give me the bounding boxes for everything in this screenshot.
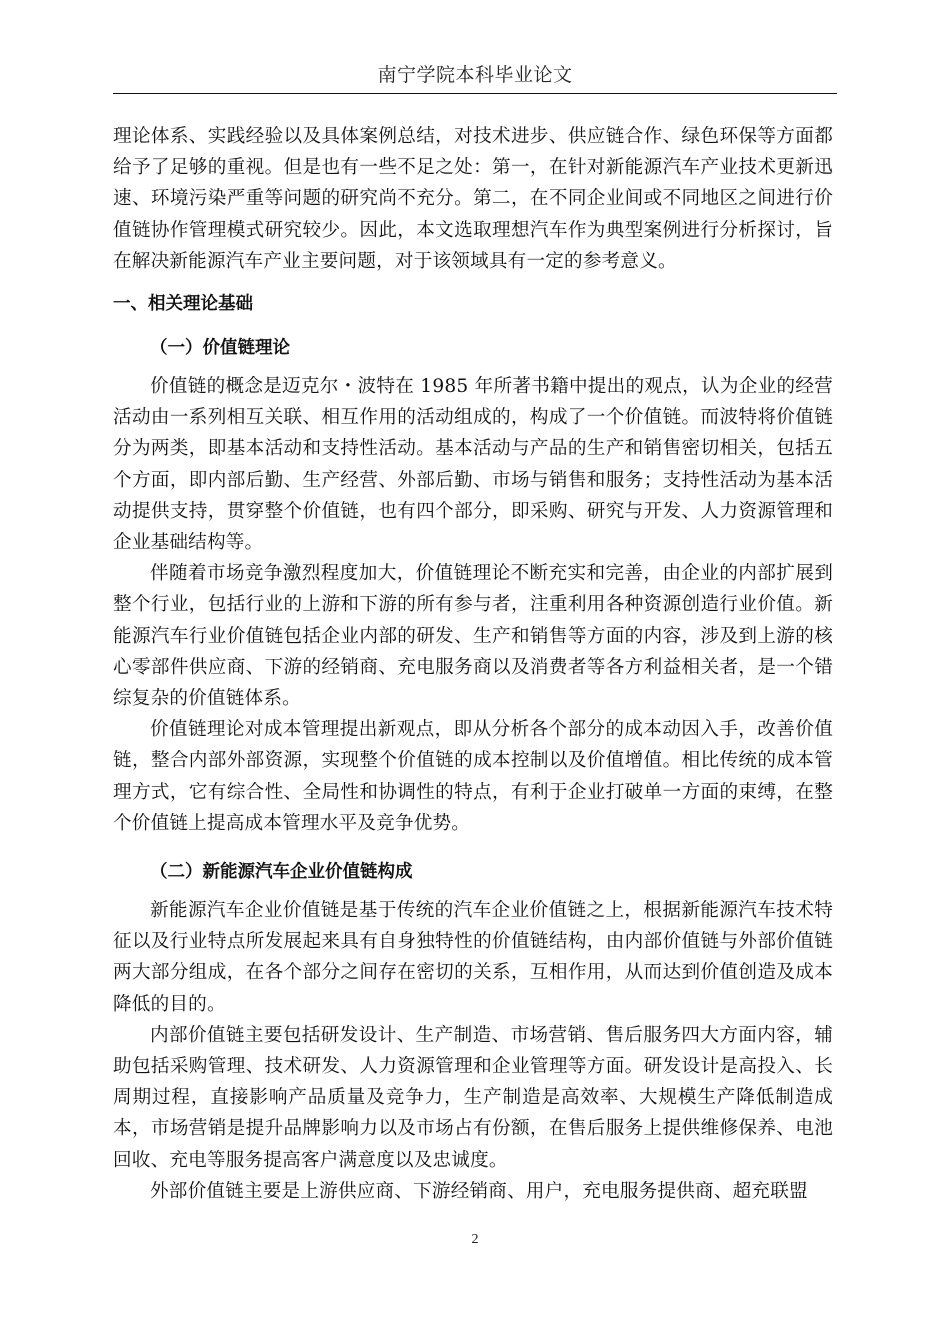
subsection-heading-nev-value-chain: （二）新能源汽车企业价值链构成 — [150, 862, 413, 883]
header-divider — [113, 93, 837, 94]
paragraph-internal-value-chain: 内部价值链主要包括研发设计、生产制造、市场营销、售后服务四大方面内容，辅助包括采购管理、技术研发、人力资源管理和企业管理等方面。研发设计是高投入、长周期过程，直接影响产品质量及竞争力，生产制造是高效率、大规模生产降低制造成本，市场营销是提升品牌影响力以及市场占有份额，在售后服务上提供维修保养、电池回收、充电等服务提高客户满意度以及忠诚度。 — [113, 1024, 833, 1171]
paragraph-external-value-chain: 外部价值链主要是上游供应商、下游经销商、用户，充电服务提供商、超充联盟 — [150, 1180, 808, 1202]
paragraph-value-chain-concept: 价值链的概念是迈克尔・波特在 1985 年所著书籍中提出的观点，认为企业的经营活动由一系列相互关联、相互作用的活动组成的，构成了一个价值链。而波特将价值链分为两类，即基本活动和支持性活动。基本活动与产品的生产和销售密切相关，包括五个方面，即内部后勤、生产经营、外部后勤、市场与销售和服务；支持性活动为基本活动提供支持，贯穿整个价值链，也有四个部分，即采购、研究与开发、人力资源管理和企业基础结构等。 — [113, 376, 833, 554]
running-header-title: 南宁学院本科毕业论文 — [377, 64, 573, 86]
page-number: 2 — [471, 1232, 479, 1247]
paragraph-value-chain-evolution: 伴随着市场竞争激烈程度加大，价值链理论不断充实和完善，由企业的内部扩展到整个行业，包括行业的上游和下游的所有参与者，注重利用各种资源创造行业价值。新能源汽车行业价值链包括企业内部的研发、生产和销售等方面的内容，涉及到上游的核心零部件供应商、下游的经销商、充电服务商以及消费者等各方利益相关者，是一个错综复杂的价值链体系。 — [113, 563, 833, 710]
paragraph-nev-value-chain-definition: 新能源汽车企业价值链是基于传统的汽车企业价值链之上，根据新能源汽车技术特征以及行业特点所发展起来具有自身独特性的价值链结构，由内部价值链与外部价值链两大部分组成，在各个部分之间存在密切的关系，互相作用，从而达到价值创造及成本降低的目的。 — [113, 900, 833, 1015]
paragraph-value-chain-cost-management: 价值链理论对成本管理提出新观点，即从分析各个部分的成本动因入手，改善价值链，整合内部外部资源，实现整个价值链的成本控制以及价值增值。相比传统的成本管理方式，它有综合性、全局性和协调性的特点，有利于企业打破单一方面的束缚，在整个价值链上提高成本管理水平及竞争优势。 — [113, 719, 833, 834]
paragraph-intro-continuation: 理论体系、实践经验以及具体案例总结，对技术进步、供应链合作、绿色环保等方面都给予了足够的重视。但是也有一些不足之处：第一，在针对新能源汽车产业技术更新迅速、环境污染严重等问题的研究尚不充分。第二，在不同企业间或不同地区之间进行价值链协作管理模式研究较少。因此，本文选取理想汽车作为典型案例进行分析探讨，旨在解决新能源汽车产业主要问题，对于该领域具有一定的参考意义。 — [113, 126, 833, 272]
section-heading-theory-basis: 一、相关理论基础 — [113, 294, 253, 315]
body-text — [113, 121, 833, 1207]
subsection-heading-value-chain-theory: （一）价值链理论 — [150, 338, 290, 359]
